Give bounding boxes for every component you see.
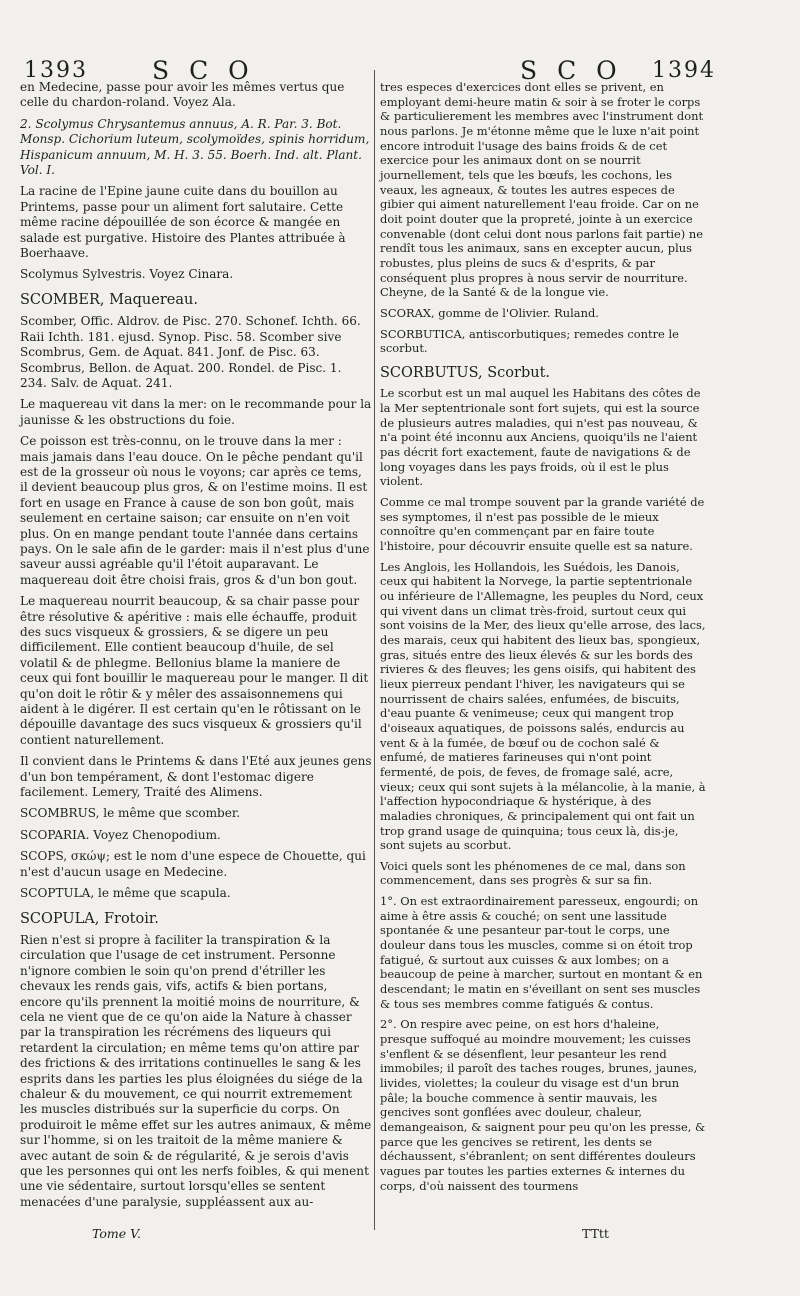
entry-line: SCOPS, σκώψ; est le nom d'une espece de Chouette, qui n'est d'aucun usage en Medecine. — [20, 849, 366, 879]
paragraph: en Medecine, passe pour avoir les mêmes vertus que celle du chardon-roland. Voyez Ala. — [20, 80, 345, 110]
paragraph: Voici quels sont les phénomenes de ce mal, dans son commencement, dans ses progrès & sur sa fin. — [380, 858, 686, 888]
paragraph: tres especes d'exercices dont elles se privent, en employant demi-heure matin & soir à se froter le corps & particulierement les membres avec l'instrument dont nous parlons. Je m'étonne même que le luxe n'ait point encore introduit l'usage des bains froids & de cet exercice pour les animaux dont on se nourrit journellement, tels que les bœufs, les cochons, les veaux, les agneaux, & toutes les autres especes de gibier qui aiment naturellement l'eau froide. Car on ne doit point douter que la propreté, jointe à un exercice convenable (dont celui dont nous parlons fait partie) ne rendît tous les animaux, sans en excepter aucun, plus robustes, plus pleins de sucs & d'esprits, & par conséquent plus propres à nous servir de nourriture. Cheyne, de la Santé & de la longue vie. — [380, 80, 704, 300]
left-column — [20, 80, 372, 1216]
column-divider — [374, 70, 375, 1230]
paragraph: 2. Scolymus Chrysantemus annuus, A. R. Par. 3. Bot. Monsp. Cichorium luteum, scolymoïdes, spinis horridum, Hispanicum annuum, M. H. 3. 55. Boerh. Ind. alt. Plant. Vol. I. — [20, 116, 370, 178]
footer-signature: TTtt — [582, 1226, 609, 1241]
paragraph: Il convient dans le Printems & dans l'Eté aux jeunes gens d'un bon tempérament, & dont l'estomac digere facilement. Lemery, Traité des Alimens. — [20, 754, 372, 800]
entry-heading: SCOMBER, Maquereau. — [20, 291, 198, 308]
right-running-title: S C O — [520, 56, 623, 85]
right-column — [380, 80, 706, 1199]
paragraph: Les Anglois, les Hollandois, les Suédois, les Danois, ceux qui habitent la Norvege, la partie septentrionale ou inférieure de l'Allemagne, les peuples du Nord, ceux qui vivent dans un climat très-froid, surtout ceux qui sont voisins de la Mer, des lieux qu'elle arrose, des lacs, des marais, ceux qui habitent des lieux bas, spongieux, gras, situés entre des lieux élevés & sur les bords des rivieres & des fleuves; les gens oisifs, qui habitent des lieux pierreux pendant l'hiver, les navigateurs qui se nourrissent de chairs salées, enfumées, de biscuits, d'eau puante & venimeuse; ceux qui mangent trop d'oiseaux aquatiques, de poissons salés, endurcis au vent & à la fumée, de bœuf ou de cochon salé & enfumé, de matieres farineuses qui n'ont point fermenté, de pois, de feves, de fromage salé, acre, vieux; ceux qui sont sujets à la mélancolie, à la manie, à l'affection hypocondriaque & hystérique, à des maladies chroniques, & principalement qui ont fait un trop grand usage de quinquina; tous ceux là, dis-je, sont sujets au scorbut. — [380, 559, 706, 853]
entry-heading: SCOPULA, Frotoir. — [20, 910, 159, 927]
entry-line: SCOMBRUS, le même que scomber. — [20, 806, 241, 821]
entry-line: SCOPARIA. Voyez Chenopodium. — [20, 827, 221, 842]
entry-line: SCORAX, gomme de l'Olivier. Ruland. — [380, 305, 599, 320]
paragraph: Comme ce mal trompe souvent par la grande variété de ses symptomes, il n'est pas possible de le mieux connoître qu'en commençant par en faire toute l'histoire, pour découvrir ensuite quelle est sa nature. — [380, 495, 705, 554]
entry-line: SCOPTULA, le même que scapula. — [20, 886, 231, 901]
left-page-number: 1393 — [24, 58, 88, 83]
paragraph: Le maquereau vit dans la mer: on le recommande pour la jaunisse & les obstructions du foie. — [20, 397, 372, 427]
numbered-paragraph: 2°. On respire avec peine, on est hors d'haleine, presque suffoqué au moindre mouvement; les cuisses s'enflent & se désenflent, leur pesanteur les rend immobiles; il paroît des taches rouges, brunes, jaunes, livides, violettes; la couleur du visage est d'un brun pâle; la bouche commence à sentir mauvais, les gencives sont gonflées avec douleur, chaleur, demangeaison, & saignent pour peu qu'on les presse, & parce que les gencives se retirent, les dents se déchaussent, s'ébranlent; on sent différentes douleurs vagues par toutes les parties externes & internes du corps, d'où naissent des tourmens — [380, 1017, 706, 1193]
numbered-paragraph: 1°. On est extraordinairement paresseux, engourdi; on aime à être assis & couché; on sent une lassitude spontanée & une pesanteur par-tout le corps, une douleur dans tous les muscles, comme si on étoit trop fatigué, & surtout aux cuisses & aux lombes; on a beaucoup de peine à marcher, surtout en montant & en descendant; le matin en s'éveillant on sent ses muscles & tous ses membres comme fatigués & contus. — [380, 894, 703, 1011]
paragraph: Scomber, Offic. Aldrov. de Pisc. 270. Schonef. Ichth. 66. Raii Ichth. 181. ejusd. Synop. Pisc. 58. Scomber sive Scombrus, Gem. de Aquat. 841. Jonf. de Pisc. 63. Scombrus, Bellon. de Aquat. 200. Rondel. de Pisc. 1. 234. Salv. de Aquat. 241. — [20, 314, 361, 390]
paragraph: Le maquereau nourrit beaucoup, & sa chair passe pour être résolutive & apéritive : mais elle échauffe, produit des sucs visqueux & grossiers, & se digere un peu difficilement. Elle contient beaucoup d'huile, de sel volatil & de phlegme. Bellonius blame la maniere de ceux qui font bouillir le maquereau pour le manger. Il dit qu'on doit le rôtir & y mêler des assaisonnemens qui aident à le digérer. Il est certain qu'en le rôtissant on le dépouille davantage des sucs visqueux & grossiers qu'il contient naturellement. — [20, 594, 369, 747]
right-page-number: 1394 — [652, 58, 716, 83]
entry-line: SCORBUTICA, antiscorbutiques; remedes contre le scorbut. — [380, 326, 679, 356]
paragraph: La racine de l'Epine jaune cuite dans du bouillon au Printems, passe pour un aliment fort salutaire. Cette même racine dépouillée de son écorce & mangée en salade est purgative. Histoire des Plantes attribuée à Boerhaave. — [20, 184, 346, 261]
entry-heading: SCORBUTUS, Scorbut. — [380, 364, 551, 381]
paragraph: Ce poisson est très-connu, on le trouve dans la mer : mais jamais dans l'eau douce. On le pêche pendant qu'il est de la grosseur où nous le voyons; car après ce tems, il devient beaucoup plus gros, & on l'estime moins. Il est fort en usage en France à cause de son bon goût, mais seulement en certaine saison; car ensuite on n'en voit plus. On en mange pendant toute l'année dans certains pays. On le sale afin de le garder: mais il n'est plus d'une saveur aussi agréable qu'il l'étoit auparavant. Le maquereau doit être choisi frais, gros & d'un bon gout. — [20, 434, 370, 587]
paragraph: Scolymus Sylvestris. Voyez Cinara. — [20, 267, 234, 282]
footer-volume: Tome V. — [92, 1226, 141, 1241]
left-running-title: S C O — [152, 56, 255, 85]
paragraph: Rien n'est si propre à faciliter la transpiration & la circulation que l'usage de cet instrument. Personne n'ignore combien le soin qu'on prend d'étriller les chevaux les rends gais, vifs, actifs & bien portans, encore qu'ils prennent la moitié moins de nourriture, & cela ne vient que de ce qu'on aide la Nature à chasser par la transpiration les récrémens des liqueurs qui retardent la circulation; en même tems qu'on attire par des frictions & des irritations continuelles le sang & les esprits dans les parties les plus éloignées du siége de la chaleur & du mouvement, ce qui nourrit extremement les muscles distribués sur la superficie du corps. On produiroit le même effet sur les autres animaux, & même sur l'homme, si on les traitoit de la même maniere & avec autant de soin & de régularité, & je serois d'avis que les personnes qui ont les nerfs foibles, & qui menent une vie sédentaire, surtout lorsqu'elles se sentent menacées d'une paralysie, suppléassent aux au- — [20, 932, 372, 1209]
paragraph: Le scorbut est un mal auquel les Habitans des côtes de la Mer septentrionale sont fort sujets, qui est la source de plusieurs autres maladies, qui n'est pas nouveau, & n'a point été inconnu aux Anciens, quoiqu'ils ne l'aient pas décrit fort exactement, faute de navigations & de long voyages dans les pays froids, où il est le plus violent. — [380, 386, 701, 489]
